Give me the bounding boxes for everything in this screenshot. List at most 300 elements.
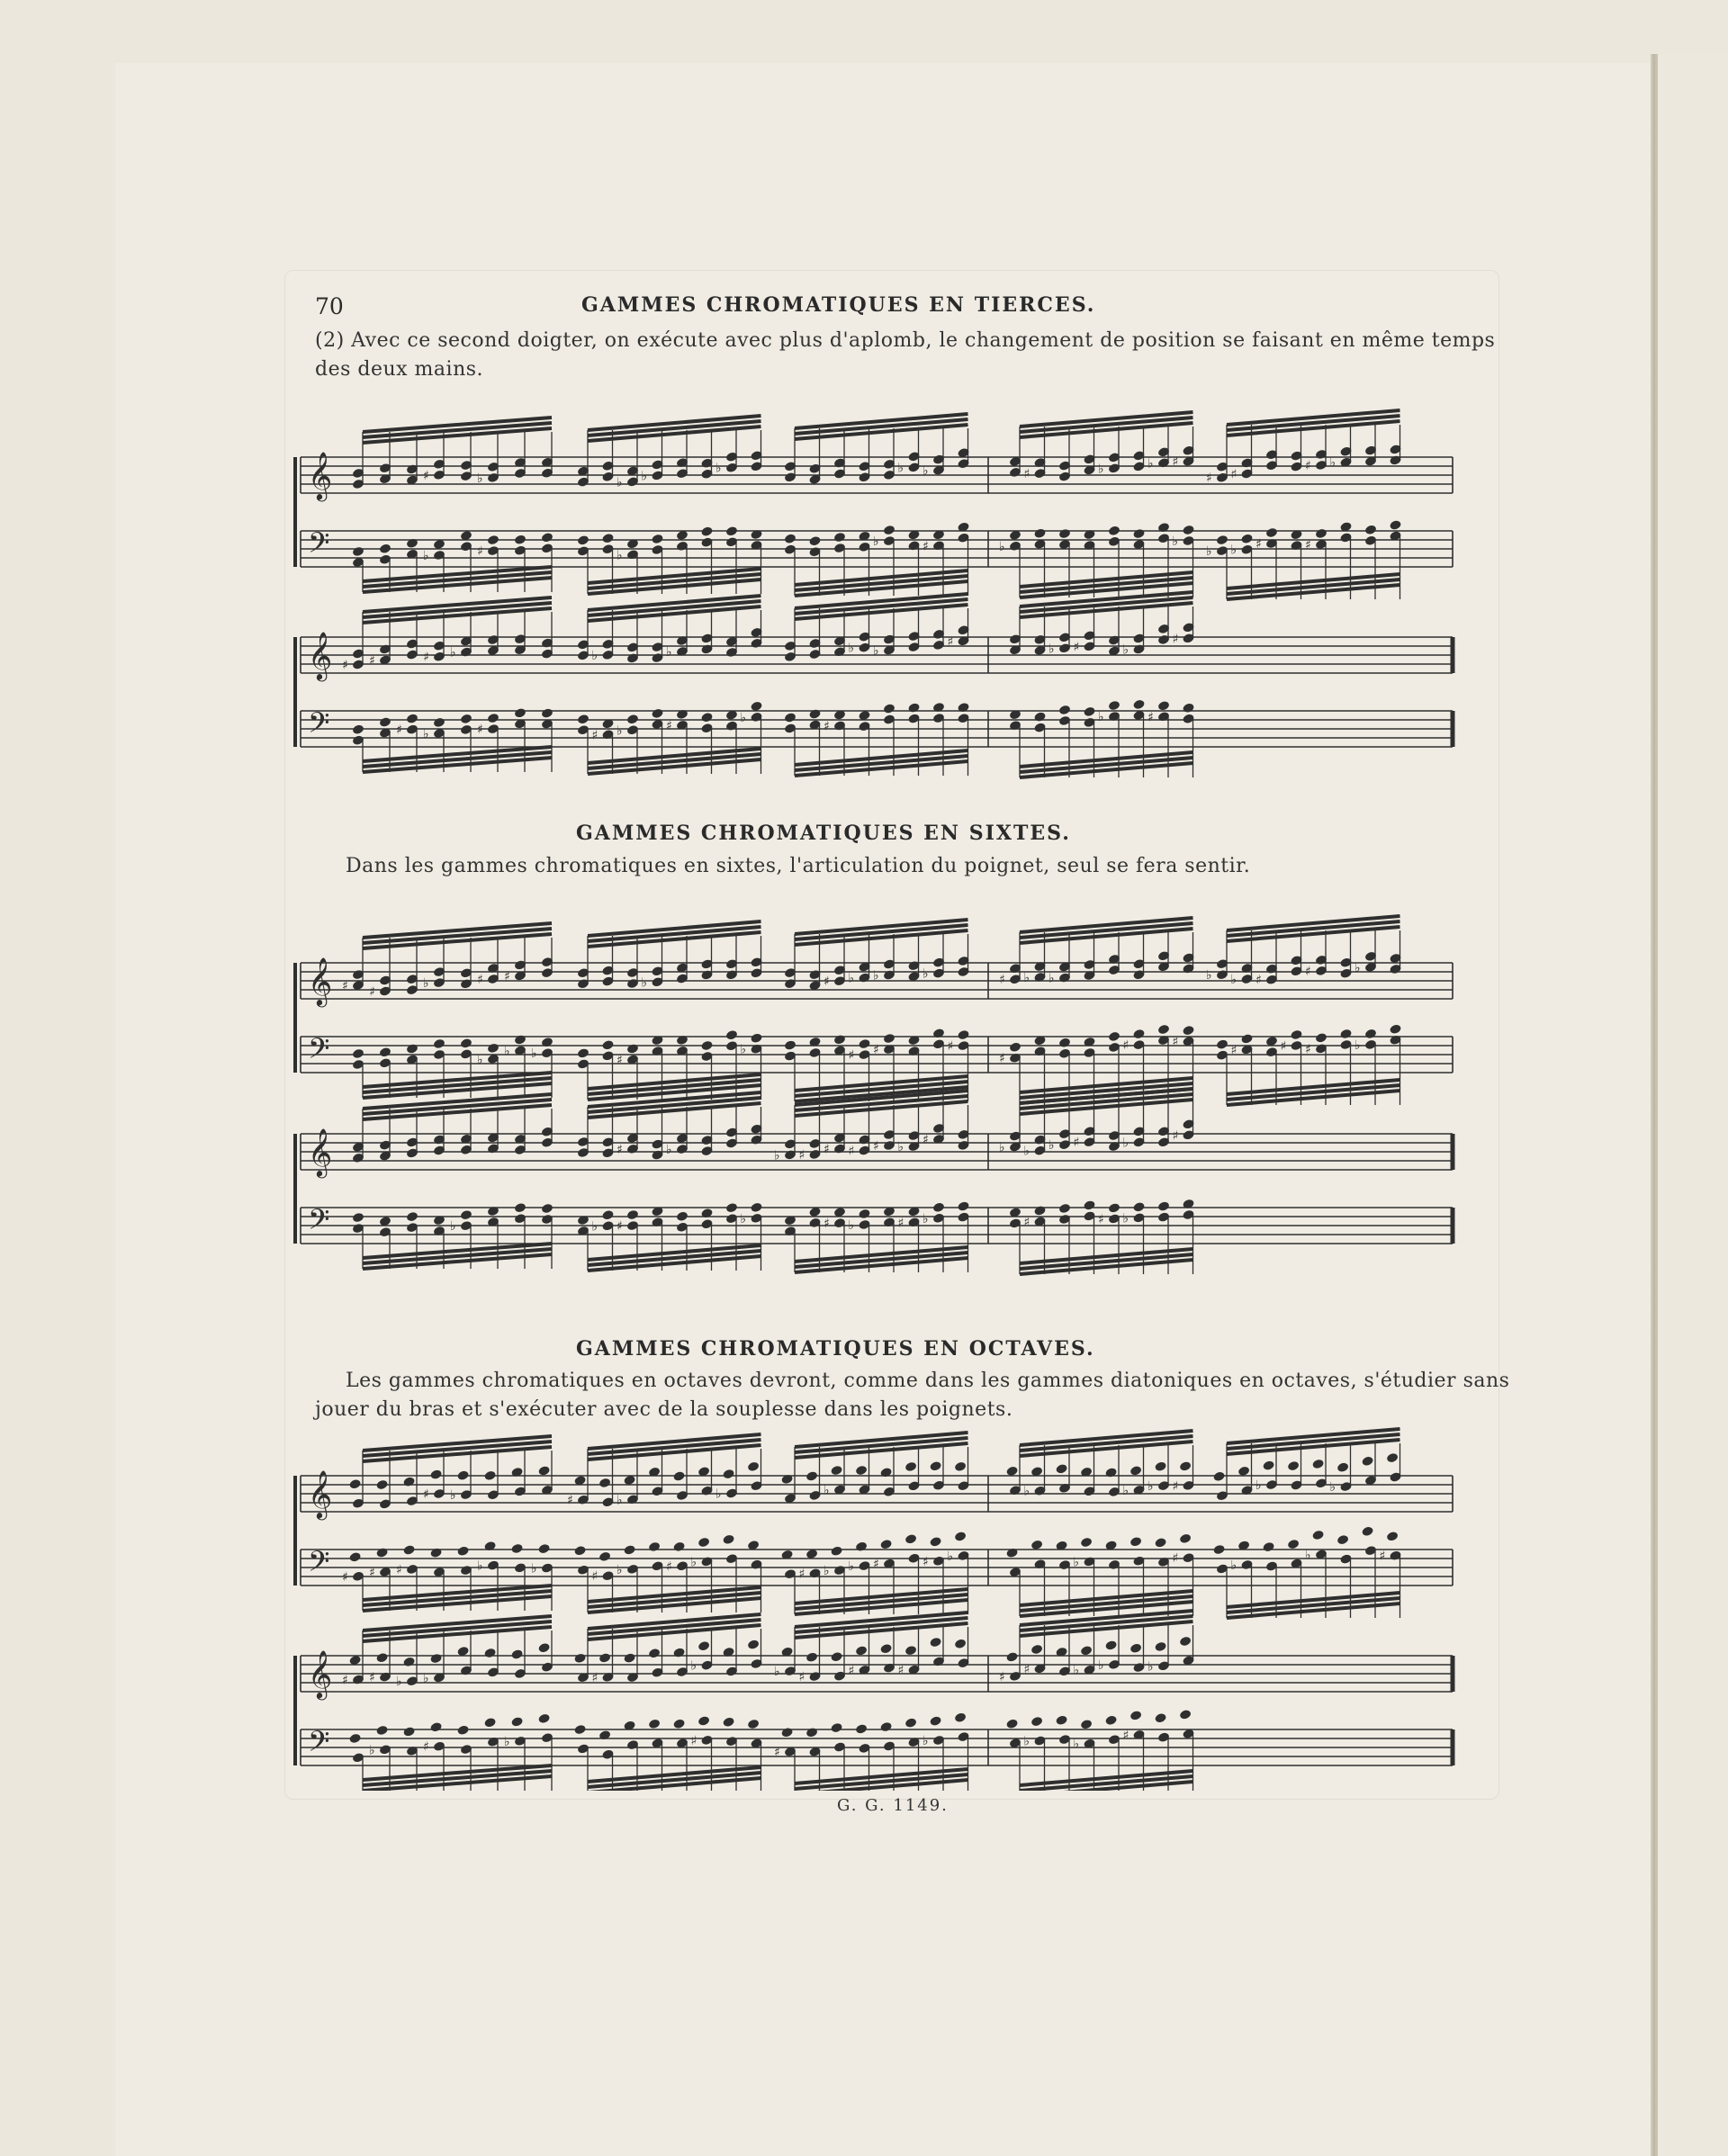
notehead [429, 1469, 442, 1480]
notehead [929, 1715, 941, 1727]
sharp-icon: ♭ [873, 535, 879, 550]
sharp-icon: ♭ [690, 1555, 698, 1570]
notehead [1182, 702, 1194, 714]
notehead [722, 1716, 734, 1728]
notehead [651, 708, 663, 720]
notehead [537, 1713, 550, 1725]
sharp-icon: ♭ [1023, 1734, 1030, 1749]
notehead [510, 1543, 523, 1555]
sharp-icon: ♭ [848, 1217, 855, 1233]
notehead [722, 1469, 734, 1480]
sharp-icon: ♭ [616, 475, 623, 490]
notehead [954, 1638, 967, 1649]
sharp-icon: ♯ [369, 653, 375, 669]
notehead [406, 1043, 418, 1055]
sharp-icon: ♯ [897, 1663, 904, 1678]
section-title-tierces: GAMMES CHROMATIQUES EN TIERCES. [581, 293, 1096, 317]
notehead [883, 1033, 896, 1045]
sharp-icon: ♭ [947, 1549, 954, 1564]
notehead [698, 1537, 710, 1549]
sharp-icon: ♭ [1122, 1136, 1130, 1151]
notehead [1132, 528, 1145, 540]
notehead [1311, 1459, 1324, 1470]
notehead [379, 1047, 392, 1058]
notehead [433, 1038, 446, 1050]
notehead [1108, 1202, 1120, 1214]
notehead [879, 1467, 892, 1478]
text-tierces-line-1: (2) Avec ce second doigter, on exécute avec plus d'aplomb, le changement de position se faisant en même temps [315, 329, 1496, 352]
sharp-icon: ♭ [740, 710, 747, 725]
sharp-icon: ♯ [342, 1569, 348, 1585]
notehead [929, 1460, 941, 1472]
sharp-icon: ♯ [947, 634, 954, 650]
notehead [1240, 533, 1253, 544]
sharp-icon: ♯ [616, 1053, 623, 1068]
notehead [406, 1211, 418, 1223]
sharp-icon: ♯ [1230, 1043, 1238, 1058]
notehead [487, 1043, 500, 1055]
notehead [483, 1648, 496, 1659]
notehead [1104, 1639, 1117, 1651]
sharp-icon: ♯ [1379, 1549, 1386, 1564]
notehead [957, 1200, 969, 1212]
sharp-icon: ♭ [824, 1483, 830, 1498]
notehead [1364, 524, 1377, 535]
sharp-icon: ♯ [774, 1745, 780, 1760]
sharp-icon: ♯ [342, 979, 348, 994]
sharp-icon: ♯ [1172, 632, 1179, 647]
sharp-icon: ♯ [1023, 1662, 1030, 1677]
notehead [487, 713, 500, 724]
sharp-icon: ♯ [922, 1132, 929, 1147]
notehead [954, 1461, 967, 1473]
sharp-icon: ♭ [1073, 1555, 1080, 1570]
notehead [1262, 1460, 1274, 1471]
notehead [1083, 1199, 1095, 1211]
sharp-icon: ♭ [1023, 971, 1030, 986]
notehead [1212, 1470, 1225, 1482]
sharp-icon: ♯ [423, 468, 429, 483]
notehead [1030, 1540, 1043, 1551]
notehead [855, 1723, 868, 1735]
notehead [577, 714, 590, 725]
notehead [1033, 527, 1046, 539]
sharp-icon: ♯ [423, 1739, 429, 1755]
sharp-icon: ♯ [1256, 973, 1262, 988]
notehead [375, 1547, 388, 1559]
notehead [402, 1544, 415, 1556]
notehead [402, 1476, 415, 1487]
bass-clef-icon: 𝄢 [308, 706, 330, 746]
notehead [1058, 705, 1071, 716]
section-title-octaves: GAMMES CHROMATIQUES EN OCTAVES. [576, 1337, 1095, 1361]
notehead [573, 1545, 586, 1557]
sharp-icon: ♭ [1305, 1548, 1311, 1563]
notehead [1361, 1455, 1373, 1467]
sharp-icon: ♭ [369, 1743, 375, 1758]
sharp-icon: ♭ [1098, 1657, 1104, 1673]
sharp-icon: ♯ [690, 1733, 698, 1748]
notehead [725, 1202, 738, 1214]
notehead [537, 1543, 550, 1555]
notehead [1005, 1718, 1018, 1729]
notehead [1287, 1539, 1300, 1550]
notehead [483, 1717, 496, 1729]
notehead [750, 701, 762, 713]
bass-clef-icon: 𝄢 [308, 1725, 330, 1765]
notehead [1336, 1534, 1349, 1546]
notehead [1058, 1037, 1071, 1048]
notehead [700, 526, 713, 537]
notehead [954, 1711, 967, 1723]
sharp-icon: ♯ [342, 1673, 348, 1688]
sharp-icon: ♭ [740, 1211, 747, 1226]
notehead [855, 1541, 868, 1552]
notehead [1009, 1041, 1022, 1053]
sharp-icon: ♯ [423, 650, 429, 665]
notehead [1238, 1466, 1250, 1478]
sharp-icon: ♭ [1172, 534, 1179, 549]
sharp-icon: ♭ [616, 1562, 623, 1577]
sharp-icon: ♭ [1256, 1478, 1262, 1494]
sharp-icon: ♯ [1023, 467, 1030, 482]
notehead [1290, 1029, 1302, 1041]
sharp-icon: ♭ [873, 643, 879, 659]
notehead [1030, 1716, 1043, 1728]
notehead [1108, 700, 1120, 712]
sharp-icon: ♯ [848, 1663, 855, 1678]
sharp-icon: ♭ [1122, 1211, 1130, 1226]
notehead [1005, 1651, 1018, 1663]
notehead [402, 1726, 415, 1738]
notehead [1389, 1023, 1401, 1035]
right-page-edge [1656, 54, 1728, 2156]
notehead [747, 1719, 760, 1730]
sharp-icon: ♯ [798, 1147, 806, 1163]
notehead [598, 1652, 611, 1664]
sharp-icon: ♯ [848, 1048, 855, 1064]
sharp-icon: ♭ [666, 1143, 672, 1158]
notehead [487, 535, 500, 546]
sharp-icon: ♭ [1122, 1483, 1130, 1498]
sharp-icon: ♯ [848, 1144, 855, 1159]
sharp-icon: ♯ [1023, 1215, 1030, 1230]
notehead [858, 1038, 870, 1050]
sharp-icon: ♯ [369, 984, 375, 1000]
sharp-icon: ♭ [1148, 1479, 1154, 1495]
notehead [1132, 1201, 1145, 1213]
notehead [698, 1640, 710, 1652]
sharp-icon: ♭ [450, 1488, 456, 1504]
sharp-icon: ♯ [1206, 471, 1212, 486]
sharp-icon: ♯ [897, 1216, 904, 1231]
sharp-icon: ♯ [824, 1142, 830, 1157]
notehead [1154, 1460, 1166, 1472]
sharp-icon: ♭ [1329, 455, 1336, 471]
notehead [1179, 1533, 1192, 1545]
notehead [929, 1637, 941, 1648]
notehead [1130, 1710, 1142, 1721]
sharp-icon: ♭ [1148, 1659, 1154, 1675]
notehead [1386, 1531, 1399, 1542]
notehead [1005, 1547, 1018, 1559]
sharp-icon: ♯ [1172, 1478, 1179, 1494]
notehead [932, 1201, 945, 1213]
sharp-icon: ♭ [716, 1487, 722, 1502]
sharp-icon: ♯ [1172, 1035, 1179, 1050]
notehead [725, 526, 738, 537]
treble-clef-icon: 𝄞 [308, 1649, 333, 1698]
notehead [514, 534, 526, 545]
notehead [907, 702, 920, 714]
sharp-icon: ♯ [504, 969, 510, 984]
sharp-icon: ♯ [1122, 1038, 1130, 1054]
notehead [623, 1652, 635, 1664]
sharp-icon: ♯ [1172, 454, 1179, 470]
notehead [456, 1724, 469, 1736]
sharp-icon: ♯ [666, 1559, 672, 1575]
notehead [750, 1032, 762, 1044]
sharp-icon: ♭ [423, 726, 429, 741]
sharp-icon: ♭ [774, 1665, 780, 1680]
notehead [1108, 1031, 1120, 1043]
notehead [1030, 1644, 1043, 1656]
sharp-icon: ♭ [1023, 1144, 1030, 1159]
page-number: 70 [315, 293, 344, 319]
notehead [456, 1469, 469, 1481]
notehead [1033, 1205, 1046, 1217]
notehead [598, 1478, 611, 1489]
treble-clef-icon: 𝄞 [308, 451, 333, 499]
notehead [954, 1531, 967, 1542]
sharp-icon: ♯ [1172, 1551, 1179, 1567]
sharp-icon: ♭ [423, 976, 429, 992]
notehead [1058, 1203, 1071, 1215]
sharp-icon: ♯ [1305, 537, 1311, 552]
sharp-icon: ♭ [1230, 973, 1238, 988]
sharp-icon: ♭ [824, 1564, 830, 1579]
notehead [747, 1639, 760, 1650]
notehead [1132, 699, 1145, 711]
text-octaves-line-2: jouer du bras et s'exécuter avec de la souplesse dans les poignets. [315, 1398, 1013, 1421]
notehead [348, 1733, 361, 1745]
text-octaves-line-1: Les gammes chromatiques en octaves devront, comme dans les gammes diatoniques en octaves, s'étudier sans [346, 1370, 1510, 1392]
sharp-icon: ♭ [1206, 544, 1212, 560]
notehead [352, 1212, 364, 1224]
sharp-icon: ♯ [342, 658, 348, 673]
notehead [833, 532, 846, 543]
sharp-icon: ♭ [1048, 642, 1055, 657]
sharp-icon: ♯ [1148, 710, 1154, 725]
notehead [1364, 1029, 1377, 1040]
sharp-icon: ♭ [477, 471, 483, 486]
sharp-icon: ♯ [824, 975, 830, 990]
sharp-icon: ♯ [477, 544, 483, 560]
bass-clef-icon: 𝄢 [308, 1545, 330, 1585]
sharp-icon: ♭ [477, 1559, 483, 1574]
notehead [1058, 528, 1071, 540]
sharp-icon: ♭ [616, 723, 623, 739]
notehead [577, 1047, 590, 1059]
sharp-icon: ♭ [740, 1042, 747, 1057]
notehead [379, 716, 392, 728]
sharp-icon: ♯ [396, 723, 402, 738]
sharp-icon: ♭ [1206, 968, 1212, 984]
notehead [879, 1539, 892, 1550]
notehead [855, 1645, 868, 1657]
sharp-icon: ♭ [999, 1140, 1005, 1155]
notehead [352, 1048, 364, 1060]
sharp-icon: ♯ [369, 1565, 375, 1580]
notehead [1240, 1033, 1253, 1045]
notehead [700, 1040, 713, 1052]
notehead [626, 1043, 639, 1055]
sharp-icon: ♭ [616, 548, 623, 563]
notehead [541, 1203, 554, 1215]
sharp-icon: ♭ [450, 645, 456, 660]
sharp-icon: ♭ [774, 1148, 780, 1163]
notehead [510, 1648, 523, 1660]
sharp-icon: ♯ [873, 1138, 879, 1154]
notehead [904, 1533, 917, 1545]
treble-clef-icon: 𝄞 [308, 957, 333, 1005]
notehead [780, 1727, 793, 1738]
notehead [806, 1470, 818, 1482]
notehead [1080, 1645, 1093, 1657]
notehead [1287, 1460, 1300, 1472]
sharp-icon: ♯ [1073, 640, 1080, 655]
notehead [1182, 525, 1194, 536]
notehead [1336, 1461, 1349, 1473]
notehead [1361, 1525, 1373, 1537]
notehead [1055, 1463, 1067, 1475]
bass-clef-icon: 𝄢 [308, 1032, 330, 1072]
notehead [1179, 1460, 1192, 1472]
sharp-icon: ♭ [477, 1052, 483, 1067]
notehead [1216, 535, 1228, 546]
notehead [1104, 1714, 1117, 1726]
sharp-icon: ♭ [922, 1211, 929, 1226]
notehead [352, 723, 364, 735]
notehead [1130, 1465, 1142, 1477]
bass-clef-icon: 𝄢 [308, 1203, 330, 1243]
notehead [460, 1038, 472, 1049]
notehead [514, 1202, 526, 1214]
sharp-icon: ♭ [666, 644, 672, 660]
sharp-icon: ♯ [947, 1039, 954, 1055]
notehead [1055, 1714, 1067, 1726]
notehead [784, 1039, 796, 1051]
sharp-icon: ♭ [1048, 971, 1055, 986]
sharp-icon: ♭ [873, 968, 879, 984]
notehead [750, 1202, 762, 1214]
notehead [541, 707, 554, 719]
notehead [456, 1545, 469, 1557]
sharp-icon: ♯ [999, 1051, 1005, 1066]
sharp-icon: ♭ [1354, 1038, 1361, 1053]
notehead [830, 1465, 842, 1477]
sharp-icon: ♯ [616, 1142, 623, 1157]
sharp-icon: ♯ [873, 1043, 879, 1058]
sharp-icon: ♭ [848, 641, 855, 656]
sharp-icon: ♯ [798, 1567, 806, 1582]
notehead [598, 1551, 611, 1563]
notehead [1182, 1025, 1194, 1037]
sharp-icon: ♭ [641, 469, 648, 484]
sharp-icon: ♯ [567, 1493, 573, 1508]
notehead [806, 1651, 818, 1663]
notehead [1130, 1642, 1142, 1654]
notehead [601, 1209, 614, 1221]
notehead [672, 1718, 685, 1729]
notehead [1212, 1544, 1225, 1556]
music-notation [288, 396, 1458, 1791]
sharp-icon: ♭ [922, 966, 929, 982]
notehead [1104, 1467, 1117, 1478]
notehead [808, 535, 821, 547]
text-sixtes-line-1: Dans les gammes chromatiques en sixtes, l'articulation du poignet, seul se fera sentir. [346, 855, 1251, 877]
notehead [1154, 1537, 1166, 1549]
notehead [1262, 1541, 1274, 1553]
notehead [1154, 1641, 1166, 1653]
sharp-icon: ♭ [504, 1044, 510, 1059]
notehead [1130, 1536, 1142, 1548]
notehead [429, 1547, 442, 1559]
sharp-icon: ♯ [1280, 1038, 1287, 1054]
sharp-icon: ♭ [1073, 1737, 1080, 1752]
sharp-icon: ♯ [369, 1670, 375, 1685]
notehead [1080, 1719, 1093, 1730]
notehead [601, 533, 614, 544]
notehead [883, 525, 896, 536]
notehead [1005, 1466, 1018, 1478]
notehead [577, 535, 590, 546]
notehead [1132, 1029, 1145, 1040]
notehead [379, 543, 392, 554]
notehead [1179, 1709, 1192, 1720]
sharp-icon: ♯ [1230, 467, 1238, 482]
sharp-icon: ♭ [1354, 960, 1361, 975]
sharp-icon: ♯ [1172, 1128, 1179, 1144]
text-tierces-line-2: des deux mains. [315, 358, 484, 381]
notehead [672, 1541, 685, 1553]
notehead [483, 1470, 496, 1482]
notehead [573, 1724, 586, 1736]
sharp-icon: ♭ [897, 1140, 904, 1155]
treble-clef-icon: 𝄞 [308, 1469, 333, 1518]
notehead [510, 1716, 523, 1728]
sharp-icon: ♭ [423, 1671, 429, 1686]
notehead [1033, 711, 1046, 723]
sharp-icon: ♯ [396, 1562, 402, 1577]
notehead [648, 1541, 661, 1553]
notehead [1157, 1024, 1170, 1036]
notehead [879, 1643, 892, 1655]
notehead [833, 1034, 846, 1046]
notehead [348, 1478, 361, 1490]
notehead [1157, 700, 1170, 712]
notehead [722, 1534, 734, 1546]
notehead [904, 1717, 917, 1729]
sharp-icon: ♭ [504, 1734, 510, 1749]
notehead [1311, 1530, 1324, 1541]
sharp-icon: ♭ [531, 1047, 537, 1062]
sharp-icon: ♯ [616, 1219, 623, 1235]
sharp-icon: ♭ [1023, 1484, 1030, 1499]
notehead [598, 1729, 611, 1741]
notehead [648, 1719, 661, 1730]
sharp-icon: ♭ [1230, 543, 1238, 558]
